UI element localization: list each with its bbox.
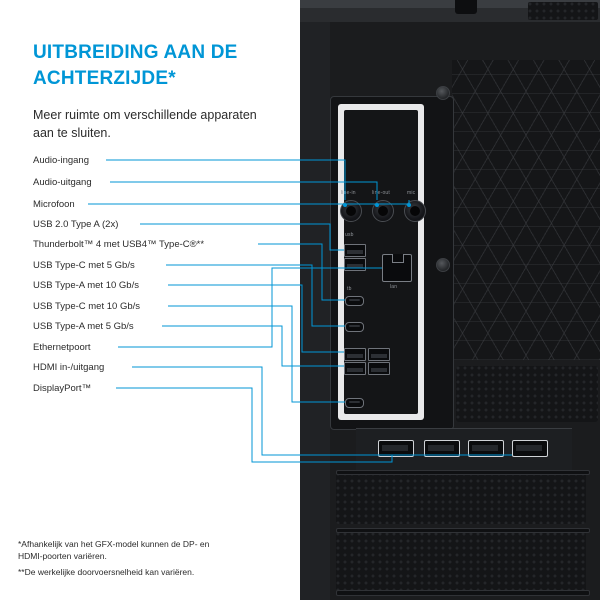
- displayport-1[interactable]: [378, 440, 414, 457]
- usb-type-a-10gbps-port-b[interactable]: [368, 348, 390, 361]
- callout-hdmi: HDMI in-/uitgang: [33, 362, 105, 373]
- usb-type-a-5gbps-port-b[interactable]: [368, 362, 390, 375]
- footnote-2: **De werkelijke doorvoersnelheid kan variëren.: [18, 567, 195, 577]
- callout-usb2-type-a: USB 2.0 Type A (2x): [33, 219, 119, 230]
- slot-divider-2: [336, 528, 590, 533]
- callout-displayport: DisplayPort™: [33, 383, 92, 394]
- case-side-panel: [300, 22, 330, 600]
- microphone-jack[interactable]: [404, 200, 426, 222]
- side-vent-triangular-mesh: [452, 60, 600, 360]
- lower-vent-panel-1: [336, 472, 586, 524]
- ethernet-rj45-port[interactable]: [382, 254, 412, 282]
- callout-audio-in: Audio-ingang: [33, 155, 89, 166]
- callout-audio-out: Audio-uitgang: [33, 177, 92, 188]
- audio-line-out-jack[interactable]: [372, 200, 394, 222]
- case-top-notch: [455, 0, 477, 14]
- mid-vent-panel: [456, 366, 598, 422]
- callout-usb-a-10gbps: USB Type-A met 10 Gb/s: [33, 280, 139, 291]
- displayport-3[interactable]: [468, 440, 504, 457]
- footnote-1: *Afhankelijk van het GFX-model kunnen de DP- en: [18, 539, 210, 549]
- usb-type-c-10gbps-port[interactable]: [345, 398, 364, 408]
- callout-ethernet: Ethernetpoort: [33, 342, 91, 353]
- callout-usb-c-10gbps: USB Type-C met 10 Gb/s: [33, 301, 141, 312]
- thunderbolt-label: tb: [347, 286, 352, 292]
- page-title: UITBREIDING AAN DE ACHTERZIJDE*: [33, 42, 238, 89]
- usb-type-a-10gbps-port[interactable]: [344, 348, 366, 361]
- lower-vent-panel-2: [336, 532, 586, 592]
- footnote-1-cont: HDMI-poorten variëren.: [18, 551, 107, 561]
- top-vent-mesh: [528, 2, 598, 20]
- callout-microphone: Microfoon: [33, 199, 75, 210]
- usb-type-a-5gbps-port[interactable]: [344, 362, 366, 375]
- usb-type-c-5gbps-port[interactable]: [345, 322, 364, 332]
- lan-label: lan: [390, 284, 398, 290]
- callout-usb-a-5gbps: USB Type-A met 5 Gb/s: [33, 321, 134, 332]
- usb2-type-a-port-2[interactable]: [344, 258, 366, 271]
- thunderbolt4-usb4-type-c-port[interactable]: [345, 296, 364, 306]
- callout-usb-c-5gbps: USB Type-C met 5 Gb/s: [33, 260, 135, 271]
- usb2-type-a-port-1[interactable]: [344, 244, 366, 257]
- line-in-label: line-in: [341, 190, 356, 196]
- displayport-2[interactable]: [424, 440, 460, 457]
- callout-thunderbolt4: Thunderbolt™ 4 met USB4™ Type-C®**: [33, 239, 205, 250]
- mic-label: mic: [407, 190, 416, 196]
- case-screw-middle: [436, 258, 450, 272]
- usb-label-1: usb: [345, 232, 354, 238]
- line-out-label: line-out: [372, 190, 390, 196]
- hdmi-in-out-port[interactable]: [512, 440, 548, 457]
- page-subtitle: Meer ruimte om verschillende apparaten aan te sluiten.: [33, 108, 257, 140]
- slot-divider-1: [336, 470, 590, 475]
- slot-divider-3: [336, 590, 590, 596]
- case-screw-top: [436, 86, 450, 100]
- audio-line-in-jack[interactable]: [340, 200, 362, 222]
